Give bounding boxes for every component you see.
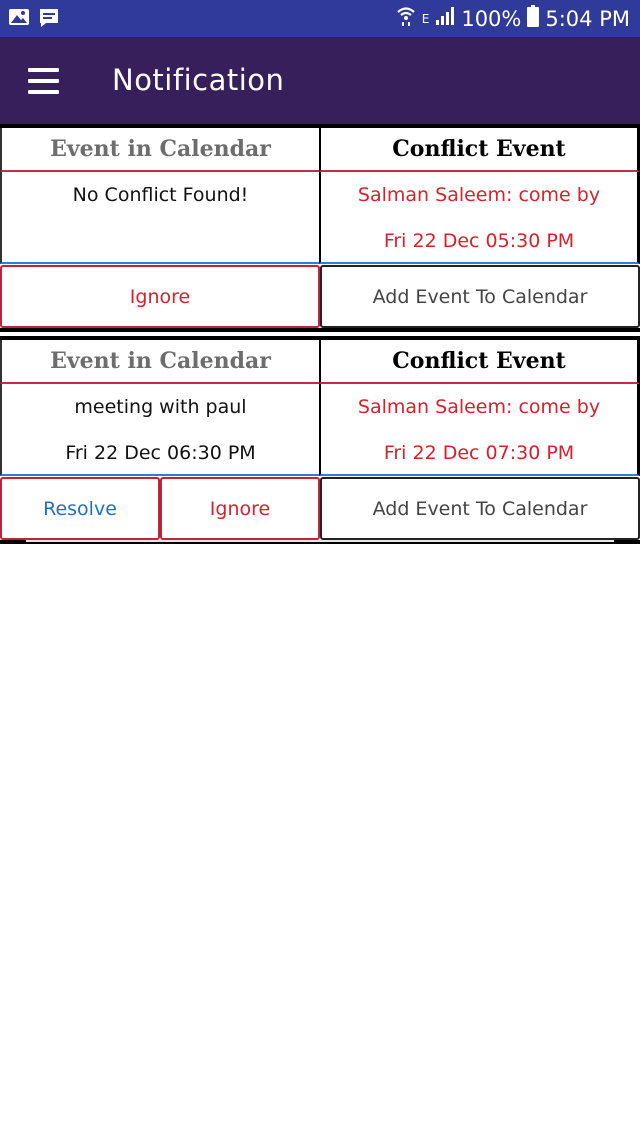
- card-body-row: [0, 172, 640, 264]
- image-icon: [8, 7, 30, 33]
- message-icon: [38, 7, 60, 33]
- add-event-to-calendar-button[interactable]: Add Event To Calendar: [320, 265, 640, 328]
- conflict-event-time: Fri 22 Dec 07:30 PM: [383, 442, 575, 464]
- status-bar: [0, 0, 640, 37]
- calendar-event-header: Event in Calendar: [0, 340, 319, 384]
- conflict-event-header: Conflict Event: [319, 340, 640, 384]
- conflict-event-details: [319, 384, 640, 476]
- calendar-event-details: [0, 384, 319, 476]
- conflict-event-title: Salman Saleem: come by: [357, 396, 601, 418]
- hamburger-menu-icon[interactable]: [20, 59, 68, 103]
- notification-list: [0, 124, 640, 544]
- battery-percent: 100%: [461, 6, 522, 31]
- calendar-event-details: [0, 172, 319, 264]
- network-type-label: E: [421, 11, 430, 26]
- list-divider: [26, 540, 614, 542]
- app-bar: [0, 37, 640, 124]
- notification-card: [0, 124, 640, 332]
- card-actions-row: [0, 264, 640, 328]
- notification-card: [0, 336, 640, 544]
- calendar-event-header: Event in Calendar: [0, 128, 319, 172]
- add-event-to-calendar-button[interactable]: Add Event To Calendar: [320, 477, 640, 540]
- calendar-event-time: Fri 22 Dec 06:30 PM: [65, 442, 256, 464]
- card-body-row: [0, 384, 640, 476]
- page-title: Notification: [112, 63, 285, 97]
- battery-icon: [527, 5, 539, 32]
- resolve-button[interactable]: Resolve: [0, 477, 160, 540]
- conflict-event-title: Salman Saleem: come by: [357, 184, 601, 206]
- card-header-row: [0, 340, 640, 384]
- signal-icon: [435, 6, 455, 31]
- status-right-icons: [396, 5, 630, 32]
- wifi-icon: [396, 5, 416, 32]
- calendar-event-title: meeting with paul: [74, 396, 247, 418]
- ignore-button[interactable]: Ignore: [0, 265, 320, 328]
- conflict-event-details: [319, 172, 640, 264]
- status-time: 5:04 PM: [545, 6, 630, 31]
- calendar-event-title: No Conflict Found!: [72, 184, 249, 206]
- card-header-row: [0, 128, 640, 172]
- ignore-button[interactable]: Ignore: [160, 477, 320, 540]
- conflict-event-time: Fri 22 Dec 05:30 PM: [383, 230, 575, 252]
- status-left-icons: [8, 7, 60, 33]
- card-actions-row: [0, 476, 640, 540]
- conflict-event-header: Conflict Event: [319, 128, 640, 172]
